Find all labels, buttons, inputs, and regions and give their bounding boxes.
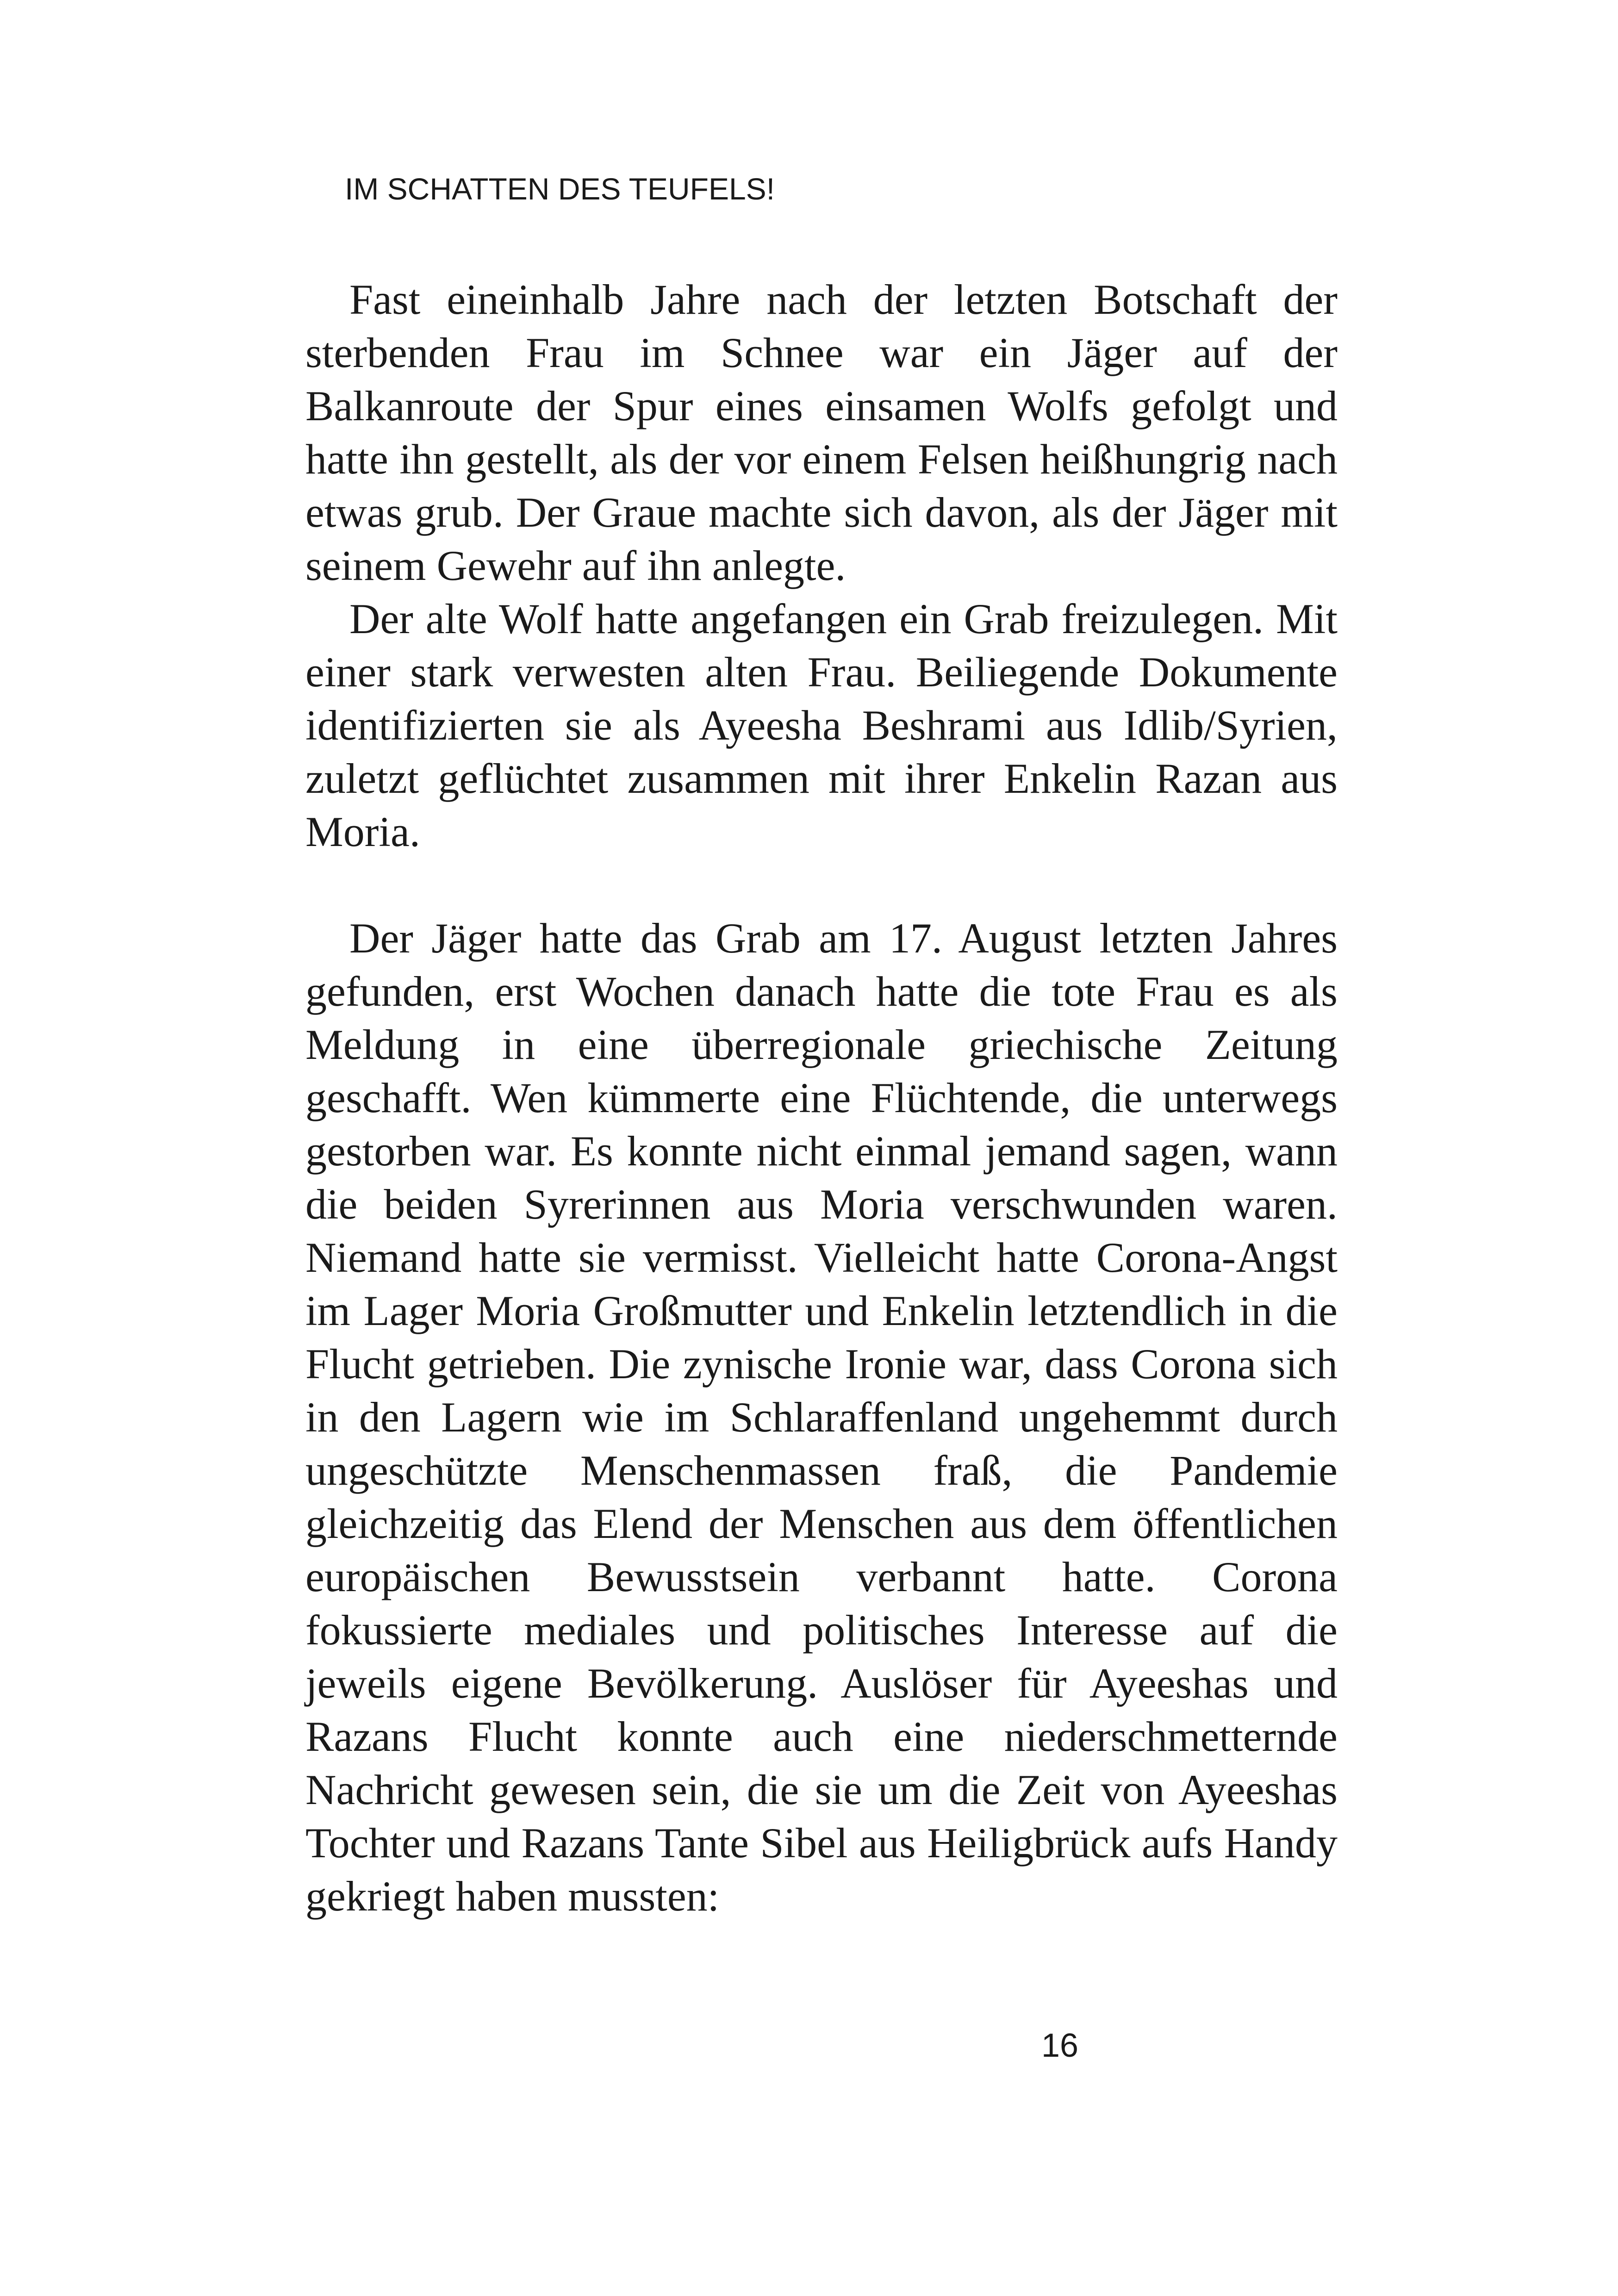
body-text [305, 273, 1338, 1923]
paragraph: Fast eineinhalb Jahre nach der letzten Botschaft der sterbenden Frau im Schnee war ein Jäger auf der Balkanroute der Spur eines einsamen Wolfs gefolgt und hatte ihn gestellt, als der vor einem Felsen heißhungrig nach etwas grub. Der Graue machte sich davon, als der Jäger mit seinem Gewehr auf ihn anlegte. [305, 276, 1338, 589]
paragraph: Der alte Wolf hatte angefangen ein Grab freizulegen. Mit einer stark verwesten alten Frau. Beiliegende Dokumente identifizierten sie als Ayeesha Beshrami aus Idlib/Syrien, zuletzt geflüchtet zusammen mit ihrer Enkelin Razan aus Moria. [305, 595, 1338, 855]
page-number: 16 [1041, 2027, 1079, 2064]
paragraph: Der Jäger hatte das Grab am 17. August letzten Jahres gefunden, erst Wochen danach hatte die tote Frau es als Meldung in eine überregionale griechische Zeitung geschafft. Wen kümmerte eine Flüchtende, die unterwegs gestorben war. Es konnte nicht einmal jemand sagen, wann die beiden Syrerinnen aus Moria verschwunden waren. Niemand hatte sie vermisst. Vielleicht hatte Corona-Angst im Lager Moria Großmutter und Enkelin letztendlich in die Flucht getrieben. Die zynische Ironie war, dass Corona sich in den Lagern wie im Schlaraffenland ungehemmt durch ungeschützte Menschenmassen fraß, die Pandemie gleichzeitig das Elend der Menschen aus dem öffentlichen europäischen Bewusstsein verbannt hatte. Corona fokussierte mediales und politisches Interesse auf die jeweils eigene Bevölkerung. Auslöser für Ayeeshas und Razans Flucht konnte auch eine niederschmetternde Nachricht gewesen sein, die sie um die Zeit von Ayeeshas Tochter und Razans Tante Sibel aus Heiligbrück aufs Handy gekriegt haben mussten: [305, 915, 1338, 1920]
running-head-title: IM SCHATTEN DES TEUFELS! [345, 172, 775, 206]
